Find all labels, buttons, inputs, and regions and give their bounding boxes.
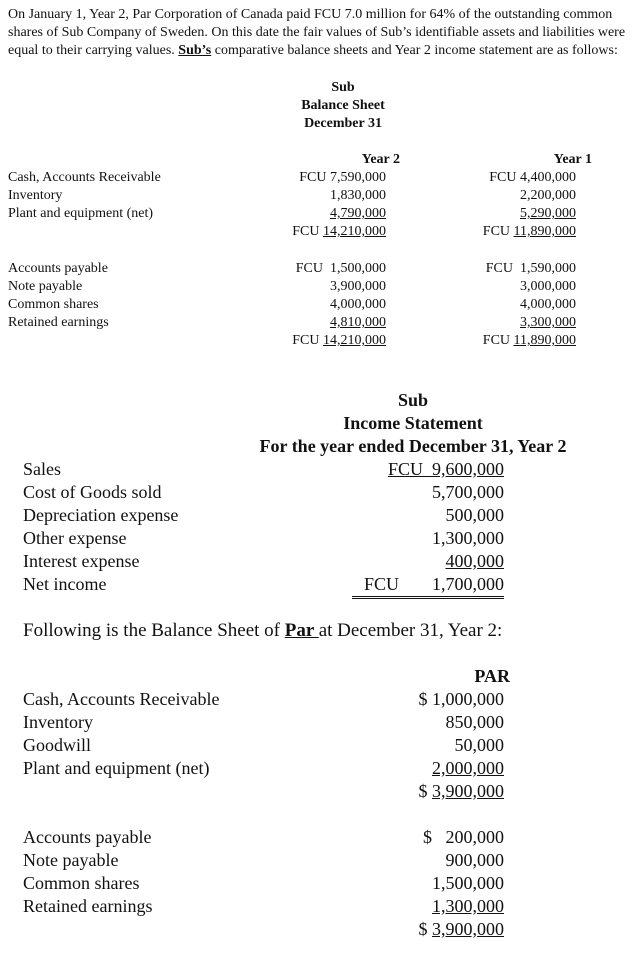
intro-text-1: On January 1, Year 2, Par Corporation of Canada paid FCU 7.0 million for 64% of the outstanding common shares of Sub Company of Sweden. On this date the fair values of Sub’s identifiable assets and liabilities were equal to their carrying values. [8,7,626,58]
intro-text-2: comparative balance sheets and Year 2 income statement are as follows: [211,43,618,58]
sub-asset-total-value: 11,890,000 [513,224,576,239]
sub-liab-label: Accounts payable [8,261,108,276]
sub-liab-year1: 4,000,000 [520,297,576,312]
par-bs-col: PAR [474,666,510,686]
par-liab-label: Retained earnings [23,896,153,916]
par-asset-total [419,781,505,802]
par-asset-value: 850,000 [445,712,504,732]
sub-asset-total-prefix: FCU [482,224,514,239]
sub-liab-total-year2 [292,333,386,349]
sub-is-net-income [352,574,504,599]
par-intro-text-1: Following is the Balance Sheet of [23,620,285,641]
sub-is-value: 1,300,000 [432,528,504,548]
sub-liab-year2: 4,810,000 [330,315,386,330]
sub-bs-col-year2: Year 2 [361,152,400,167]
par-asset-label: Plant and equipment (net) [23,758,210,778]
par-liab-value: $ 200,000 [423,827,504,847]
sub-is-net-prefix: FCU [364,574,400,594]
sub-asset-label: Plant and equipment (net) [8,206,154,221]
sub-asset-total-value: 14,210,000 [323,224,386,239]
par-liab-value: 900,000 [445,850,504,870]
par-liab-total [419,919,505,940]
sub-liab-year1: 3,000,000 [520,279,576,294]
sub-asset-year2: 1,830,000 [330,188,386,203]
sub-liab-total-year1 [483,333,576,349]
sub-bs-title-1: Sub [331,80,355,95]
sub-asset-label: Inventory [8,188,63,203]
sub-asset-year1: 2,200,000 [520,188,576,203]
par-asset-label: Goodwill [23,735,92,755]
par-liab-label: Accounts payable [23,827,152,847]
par-liab-label: Note payable [23,850,119,870]
sub-asset-year1: 5,290,000 [520,206,576,221]
sub-asset-total-year2 [292,224,386,240]
sub-liab-year2: 3,900,000 [330,279,386,294]
par-liab-total-prefix: $ [418,919,432,939]
par-asset-total-value: 3,900,000 [432,781,504,801]
sub-is-title-1: Sub [397,390,429,410]
par-asset-value: 2,000,000 [432,758,504,778]
sub-liab-year2: FCU 1,500,000 [295,261,386,276]
sub-liab-total-value: 14,210,000 [323,333,386,348]
par-asset-value: 50,000 [454,735,504,755]
sub-is-title-2: Income Statement [343,413,483,433]
sub-liab-label: Retained earnings [8,315,109,330]
par-asset-total-prefix: $ [418,781,432,801]
sub-is-label: Interest expense [23,551,140,571]
sub-is-value: 400,000 [445,551,504,571]
sub-liab-year1: FCU 1,590,000 [485,261,576,276]
par-intro-line [23,620,502,642]
sub-is-value: FCU 9,600,000 [387,459,504,479]
par-liab-value: 1,500,000 [432,873,504,893]
par-liab-value: 1,300,000 [432,896,504,916]
sub-asset-total-prefix: FCU [292,224,323,239]
sub-is-value: 500,000 [445,505,504,525]
sub-is-label: Net income [23,574,107,594]
sub-asset-year1: FCU 4,400,000 [489,170,576,185]
sub-bs-title-3: December 31 [304,116,382,131]
sub-is-label: Sales [23,459,61,479]
sub-is-label: Depreciation expense [23,505,179,525]
par-liab-total-value: 3,900,000 [432,919,504,939]
par-liab-label: Common shares [23,873,140,893]
par-asset-value: $ 1,000,000 [418,689,504,709]
par-asset-label: Inventory [23,712,93,732]
sub-bs-col-year1: Year 1 [553,152,592,167]
sub-is-title-3: For the year ended December 31, Year 2 [259,436,567,456]
sub-asset-year2: FCU 7,590,000 [299,170,386,185]
sub-liab-year2: 4,000,000 [330,297,386,312]
sub-liab-total-value: 11,890,000 [513,333,576,348]
sub-liab-total-prefix: FCU [292,333,323,348]
par-intro-text-2: at December 31, Year 2: [318,620,503,641]
intro-paragraph [8,6,630,60]
sub-is-label: Cost of Goods sold [23,482,162,502]
sub-asset-label: Cash, Accounts Receivable [8,170,161,185]
par-intro-par: Par [284,620,319,641]
sub-asset-year2: 4,790,000 [330,206,386,221]
sub-bs-title-2: Balance Sheet [301,98,385,113]
sub-liab-total-prefix: FCU [482,333,514,348]
sub-is-value: 5,700,000 [432,482,504,502]
intro-sub-possessive: Sub’s [178,43,212,58]
par-asset-label: Cash, Accounts Receivable [23,689,220,709]
sub-liab-label: Common shares [8,297,99,312]
sub-asset-total-year1 [483,224,576,240]
sub-is-label: Other expense [23,528,127,548]
sub-is-net-value: 1,700,000 [432,574,504,594]
sub-liab-year1: 3,300,000 [520,315,576,330]
sub-liab-label: Note payable [8,279,83,294]
